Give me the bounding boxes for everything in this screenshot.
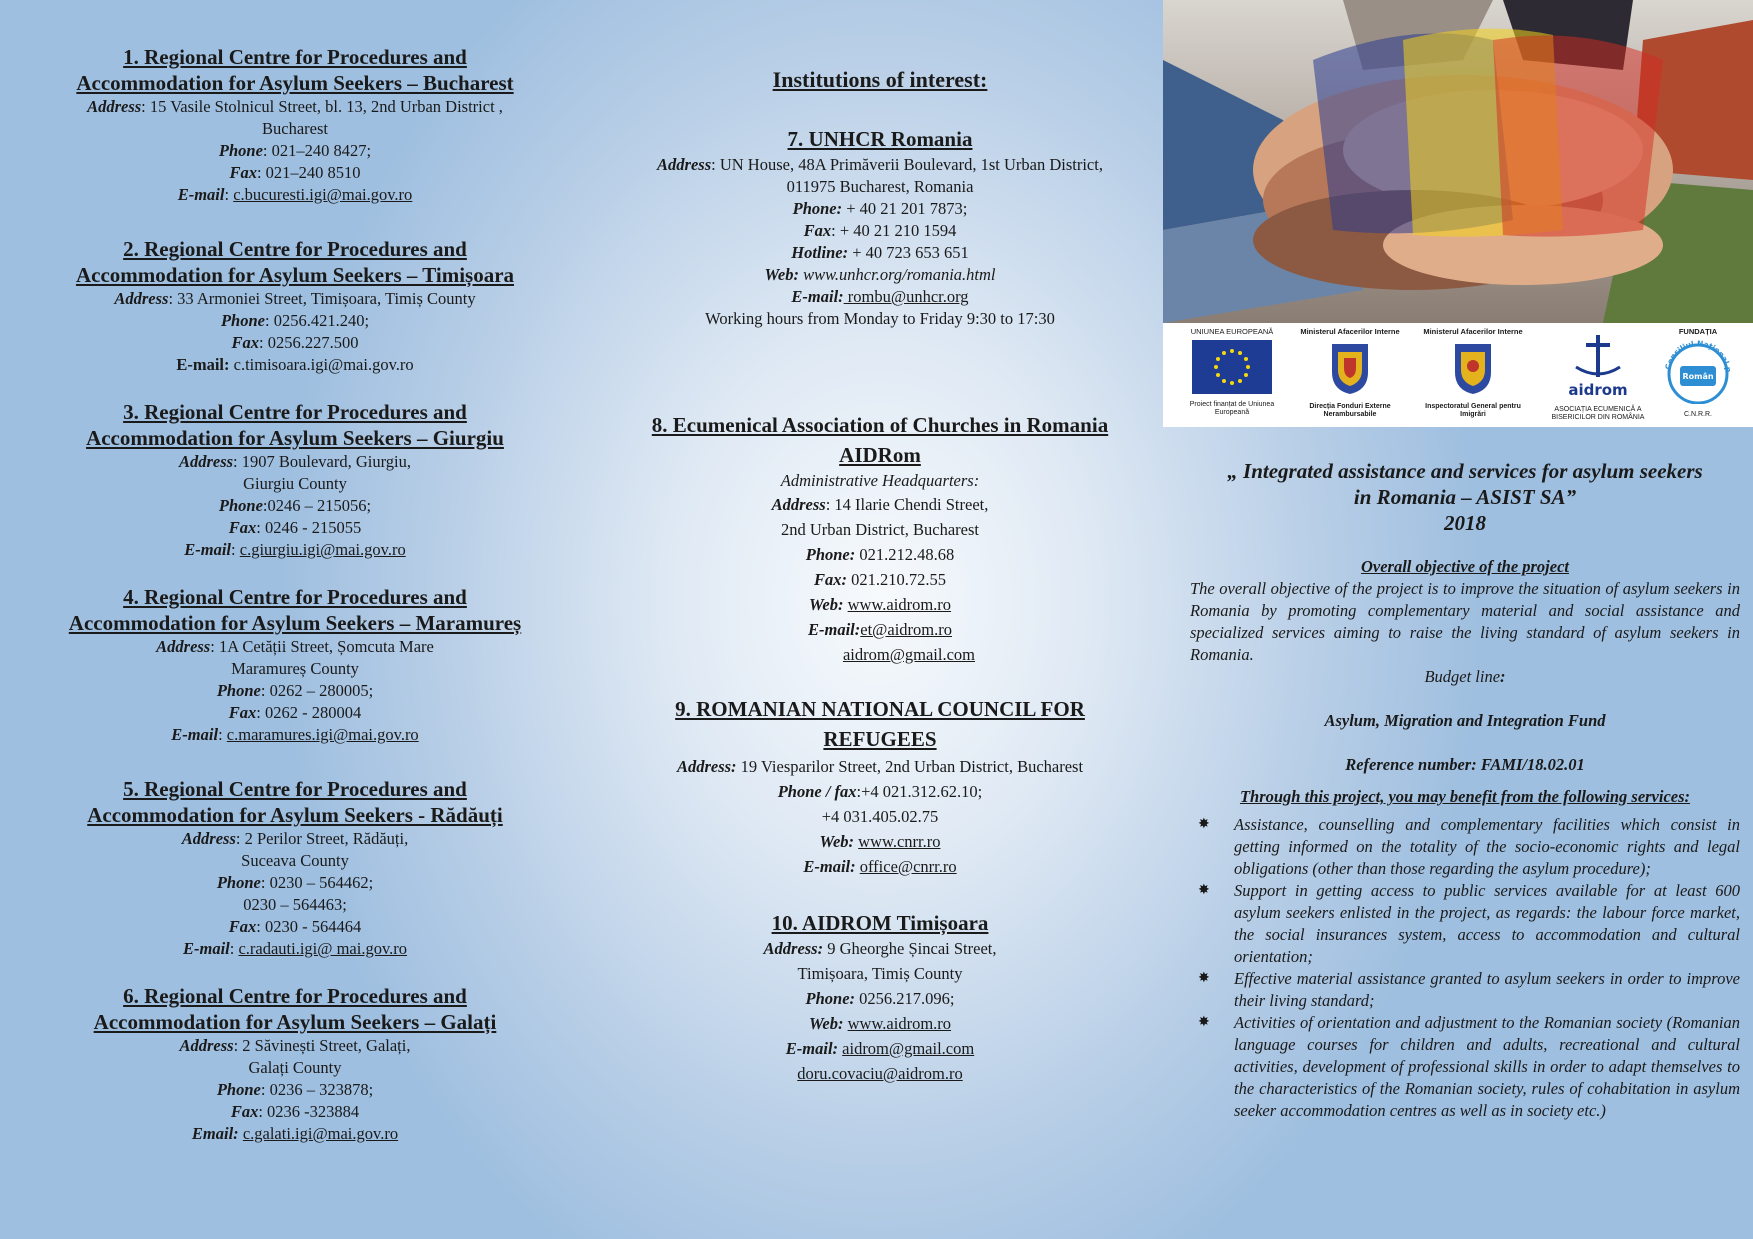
- email-link[interactable]: c.galati.igi@mai.gov.ro: [242, 1124, 399, 1143]
- aidrom-email: E-mail:et@aidrom.ro aidrom@gmail.com: [615, 617, 1145, 667]
- aidrom-web: Web: www.aidrom.ro: [808, 595, 952, 614]
- cnrr-caption-top: FUNDAȚIA: [1678, 327, 1718, 336]
- email-link[interactable]: aidrom@gmail.com: [842, 1039, 975, 1058]
- centre-title: 3. Regional Centre for Procedures and Accommodation for Asylum Seekers – Giurgiu: [86, 400, 504, 450]
- aidrom-brand-text: aidrom: [1568, 381, 1628, 399]
- cnrr-block: [615, 694, 1145, 879]
- aidrom-cross-icon: [1568, 331, 1628, 399]
- eu-flag-icon: [1192, 340, 1272, 394]
- aidrom-phone: Phone: 021.212.48.68: [805, 545, 955, 564]
- mai-dfen-logo: [1295, 323, 1405, 427]
- aidrom-hq: Administrative Headquarters:: [780, 471, 980, 490]
- centre-phone: Phone:0246 – 215056;: [218, 496, 372, 515]
- project-description: [1190, 458, 1740, 1122]
- hands-flag-photo: [1163, 0, 1753, 323]
- aidrom-logo: [1543, 323, 1653, 427]
- centre-fax: Fax: 0236 -323884: [230, 1102, 360, 1121]
- mai-dfen-caption-top: Ministerul Afacerilor Interne: [1300, 327, 1400, 336]
- aidrom-fax: Fax: 021.210.72.55: [814, 570, 946, 589]
- email-link[interactable]: office@cnrr.ro: [859, 857, 957, 876]
- centre-title: 4. Regional Centre for Procedures and Accommodation for Asylum Seekers – Maramureș: [68, 585, 522, 635]
- hands-photo-illustration: [1163, 0, 1753, 323]
- aidrom-address: Address: 14 Ilarie Chendi Street, 2nd Urban District, Bucharest: [771, 495, 989, 539]
- centre-phone: Phone: 0230 – 564462; 0230 – 564463;: [216, 873, 374, 914]
- aidrom-tm-web: Web: www.aidrom.ro: [808, 1014, 952, 1033]
- aidrom-caption: ASOCIAȚIA ECUMENICĂ A BISERICILOR DIN ROMÂNIA: [1551, 406, 1645, 421]
- centre-timisoara: [30, 236, 560, 376]
- bullet-icon: ✸: [1198, 971, 1210, 986]
- email-link[interactable]: c.maramures.igi@mai.gov.ro: [226, 725, 419, 744]
- services-heading: Through this project, you may benefit from the following services:: [1239, 787, 1691, 806]
- centre-phone: Phone: 0256.421.240;: [220, 311, 370, 330]
- centre-address: Address: 33 Armoniei Street, Timișoara, Timiș County: [114, 289, 476, 308]
- aidrom-block: [615, 410, 1145, 667]
- unhcr-address: Address: UN House, 48A Primăverii Boulevard, 1st Urban District, 011975 Bucharest, Romania: [657, 155, 1103, 196]
- centre-title: 6. Regional Centre for Procedures and Accommodation for Asylum Seekers – Galați: [93, 984, 497, 1034]
- mai-dfen-caption-bottom: Direcția Fonduri Externe Nerambursabile: [1309, 403, 1391, 418]
- web-link[interactable]: www.unhcr.org/romania.html: [799, 265, 996, 284]
- email-link[interactable]: rombu@unhcr.org: [843, 287, 969, 306]
- centre-galati: [30, 983, 560, 1145]
- centre-title: 1. Regional Centre for Procedures and Accommodation for Asylum Seekers – Bucharest: [76, 45, 514, 95]
- cnrr-address: Address: 19 Viesparilor Street, 2nd Urban District, Bucharest: [676, 757, 1084, 776]
- budget-line: Budget line:: [1424, 667, 1506, 686]
- list-item: ✸ Activities of orientation and adjustment to the Romanian society (Romanian language courses for children and adults, recreational and cultural activities, development of professional skills in order to adapt themselves to the characteristics of the Romanian society, rules of cohabitation in asylum seeker accommodation centres as well as in society etc.): [1198, 1013, 1740, 1120]
- centre-email: E-mail: c.timisoara.igi@mai.gov.ro: [176, 355, 414, 374]
- centre-address: Address: 2 Săvinești Street, Galați, Galați County: [179, 1036, 411, 1077]
- aidrom-tm-phone: Phone: 0256.217.096;: [805, 989, 955, 1008]
- project-title: „ Integrated assistance and services for asylum seekers in Romania – ASIST SA” 2018: [1227, 459, 1703, 535]
- centre-bucharest: [30, 44, 560, 206]
- centre-fax: Fax: 0262 - 280004: [228, 703, 362, 722]
- centre-address: Address: 15 Vasile Stolnicul Street, bl. 13, 2nd Urban District , Bucharest: [87, 97, 503, 138]
- institutions-heading: Institutions of interest:: [772, 67, 988, 92]
- email-link[interactable]: c.bucuresti.igi@mai.gov.ro: [233, 185, 413, 204]
- centre-fax: Fax: 0230 - 564464: [228, 917, 362, 936]
- cnrr-email: E-mail: office@cnrr.ro: [803, 857, 957, 876]
- centre-address: Address: 1A Cetății Street, Șomcuta Mare Maramureș County: [156, 637, 434, 678]
- centre-email: E-mail: c.giurgiu.igi@mai.gov.ro: [184, 540, 406, 559]
- centre-fax: Fax: 0246 - 215055: [228, 518, 362, 537]
- igi-shield-icon: [1451, 340, 1495, 396]
- centre-title: 2. Regional Centre for Procedures and Accommodation for Asylum Seekers – Timișoara: [75, 237, 515, 287]
- fund-name: Asylum, Migration and Integration Fund: [1324, 711, 1606, 730]
- bullet-icon: ✸: [1198, 883, 1210, 898]
- web-link[interactable]: www.aidrom.ro: [847, 1014, 952, 1033]
- objective-heading: Overall objective of the project: [1360, 557, 1569, 576]
- email-link[interactable]: aidrom@gmail.com: [842, 645, 976, 664]
- cnrr-seal-icon: [1660, 340, 1736, 404]
- centre-phone: Phone: 0236 – 323878;: [216, 1080, 374, 1099]
- list-item: ✸ Support in getting access to public services available for at least 600 asylum seekers enlisted in the project, as regards: the labour force market, the social insurances system, access to accommodation and cultural orientation;: [1198, 881, 1740, 966]
- eu-logo-caption-top: UNIUNEA EUROPEANĂ: [1190, 327, 1274, 336]
- mai-igi-caption-top: Ministerul Afacerilor Interne: [1423, 327, 1523, 336]
- email-link[interactable]: c.radauti.igi@ mai.gov.ro: [238, 939, 408, 958]
- unhcr-hotline: Hotline: + 40 723 653 651: [791, 243, 969, 262]
- unhcr-hours: Working hours from Monday to Friday 9:30 to 17:30: [705, 309, 1055, 328]
- centre-email: Email: c.galati.igi@mai.gov.ro: [191, 1124, 399, 1143]
- services-list: [1190, 814, 1740, 1122]
- web-link[interactable]: www.aidrom.ro: [847, 595, 952, 614]
- cnrr-logo: [1643, 323, 1753, 427]
- reference-number: Reference number: FAMI/18.02.01: [1345, 755, 1585, 774]
- centre-fax: Fax: 021–240 8510: [229, 163, 361, 182]
- centre-maramures: [30, 584, 560, 746]
- mai-igi-caption-bottom: Inspectoratul General pentru Imigrări: [1425, 403, 1521, 418]
- eu-logo: [1177, 323, 1287, 427]
- centre-address: Address: 2 Perilor Street, Rădăuți, Suceava County: [181, 829, 409, 870]
- aidrom-tm-title: 10. AIDROM Timișoara: [771, 911, 989, 935]
- email-link[interactable]: doru.covaciu@aidrom.ro: [797, 1064, 963, 1083]
- list-item: ✸ Assistance, counselling and complementary facilities which consist in getting informed on the totality of the socio-economic rights and legal obligations (other than those regarding the asylum procedure);: [1198, 815, 1740, 878]
- aidrom-tm-address: Address: 9 Gheorghe Șincai Street, Timișoara, Timiș County: [763, 939, 997, 983]
- unhcr-title: 7. UNHCR Romania: [787, 127, 973, 151]
- cnrr-web: Web: www.cnrr.ro: [819, 832, 941, 851]
- centre-address: Address: 1907 Boulevard, Giurgiu, Giurgiu County: [178, 452, 412, 493]
- cnrr-ring-text: Consiliul Național p: [1663, 340, 1734, 373]
- cnrr-phone: Phone / fax:+4 021.312.62.10; +4 031.405.02.75: [777, 782, 983, 826]
- bullet-icon: ✸: [1198, 817, 1210, 832]
- centre-phone: Phone: 0262 – 280005;: [216, 681, 374, 700]
- mai-igi-logo: [1418, 323, 1528, 427]
- centre-title: 5. Regional Centre for Procedures and Accommodation for Asylum Seekers - Rădăuți: [87, 777, 503, 827]
- partner-logos-bar: [1163, 323, 1753, 427]
- cnrr-title: 9. ROMANIAN NATIONAL COUNCIL FOR REFUGEES: [675, 697, 1085, 751]
- aidrom-timisoara-block: [615, 910, 1145, 1086]
- email-link[interactable]: et@aidrom.ro: [860, 620, 952, 639]
- centre-phone: Phone: 021–240 8427;: [218, 141, 372, 160]
- objective-text: The overall objective of the project is to improve the situation of asylum seekers in Romania by promoting complementary material and social assistance and specialized services aiming to raise the living standard of asylum seekers in Romania.: [1190, 579, 1740, 664]
- aidrom-tm-email: E-mail: aidrom@gmail.com doru.covaciu@aidrom.ro: [785, 1039, 975, 1083]
- aidrom-title: 8. Ecumenical Association of Churches in Romania AIDRom: [651, 413, 1109, 467]
- unhcr-fax: Fax: + 40 21 210 1594: [803, 221, 957, 240]
- email-link[interactable]: c.timisoara.igi@mai.gov.ro: [233, 355, 414, 374]
- centre-fax: Fax: 0256.227.500: [231, 333, 359, 352]
- unhcr-phone: Phone: + 40 21 201 7873;: [792, 199, 968, 218]
- cnrr-center-text: Român: [1682, 372, 1714, 381]
- email-link[interactable]: c.giurgiu.igi@mai.gov.ro: [239, 540, 406, 559]
- bullet-icon: ✸: [1198, 1015, 1210, 1030]
- centre-radauti: [30, 776, 560, 960]
- unhcr-email: E-mail: rombu@unhcr.org: [791, 287, 969, 306]
- centre-giurgiu: [30, 399, 560, 561]
- centre-email: E-mail: c.radauti.igi@ mai.gov.ro: [182, 939, 408, 958]
- romania-coat-of-arms-icon: [1328, 340, 1372, 396]
- unhcr-web: Web: www.unhcr.org/romania.html: [764, 265, 996, 284]
- unhcr-block: [615, 126, 1145, 330]
- centre-email: E-mail: c.bucuresti.igi@mai.gov.ro: [177, 185, 413, 204]
- eu-logo-caption-bottom: Proiect finanțat de Uniunea Europeană: [1189, 401, 1275, 416]
- list-item: ✸ Effective material assistance granted to asylum seekers in order to improve their living standard;: [1198, 969, 1740, 1010]
- web-link[interactable]: www.cnrr.ro: [858, 832, 941, 851]
- cnrr-caption-bottom: C.N.R.R.: [1684, 411, 1712, 418]
- centre-email: E-mail: c.maramures.igi@mai.gov.ro: [171, 725, 419, 744]
